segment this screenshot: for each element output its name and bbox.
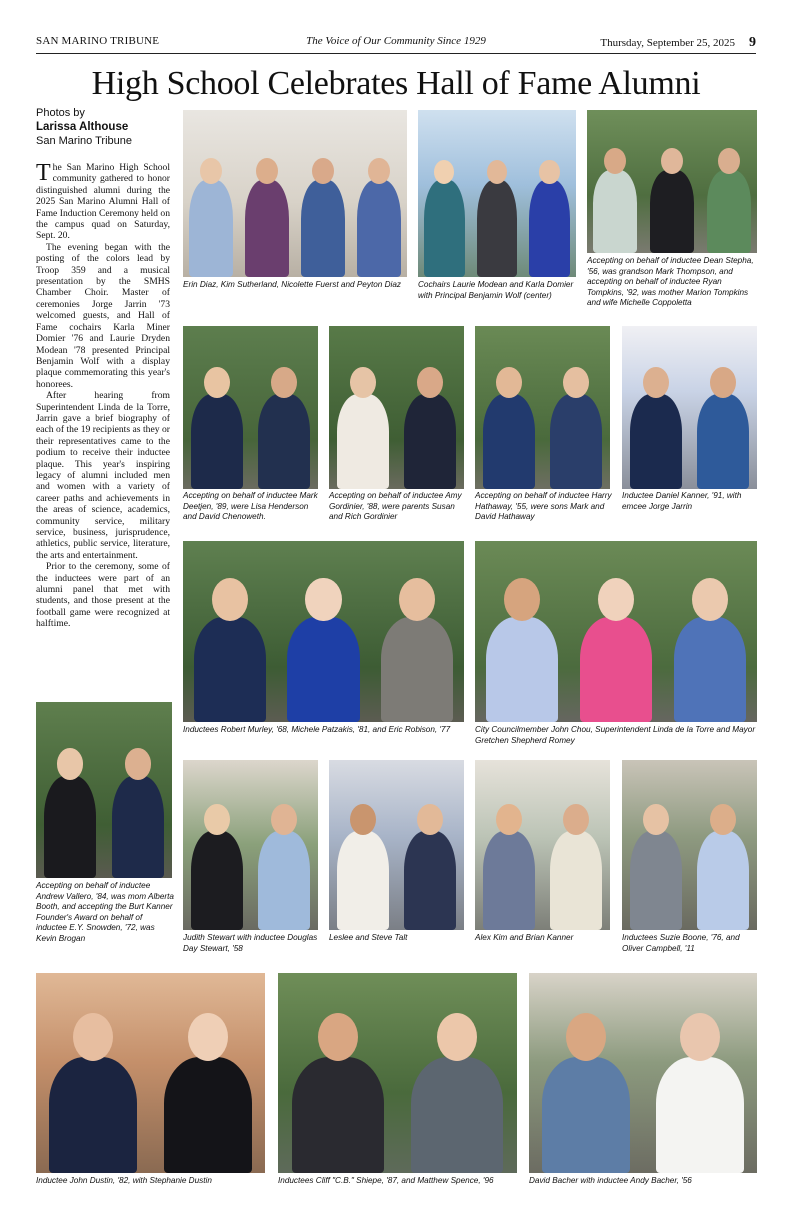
person-head — [399, 578, 435, 621]
person-body — [580, 617, 653, 722]
tagline: The Voice of Our Community Since 1929 — [306, 35, 486, 47]
story-paragraph-4: Prior to the ceremony, some of the inductees were part of an alumni panel that met with students, and those present at the football game were recognized at halftime. — [36, 561, 170, 630]
person-head — [437, 1013, 477, 1061]
pictured-person — [534, 1001, 639, 1173]
person-head — [57, 748, 83, 780]
person-body — [483, 394, 535, 489]
pictured-person — [478, 784, 540, 930]
person-body — [424, 180, 465, 277]
person-body — [292, 1057, 384, 1173]
person-body — [337, 831, 389, 930]
caption-12: Leslee and Steve Talt — [329, 933, 408, 942]
person-body — [287, 617, 359, 722]
person-body — [357, 180, 400, 277]
person-body — [542, 1057, 630, 1173]
person-body — [337, 394, 389, 489]
person-body — [707, 170, 751, 253]
caption-1: Erin Diaz, Kim Sutherland, Nicolette Fuerst and Peyton Diaz — [183, 280, 401, 289]
photo-2 — [418, 110, 576, 277]
pictured-person — [646, 130, 698, 253]
person-body — [529, 180, 570, 277]
photo-14 — [622, 760, 757, 930]
credit-outlet: San Marino Tribune — [36, 135, 132, 147]
caption-16: Inductees Cliff "C.B." Shiepe, '87, and Matthew Spence, '96 — [278, 1176, 494, 1185]
caption-5: Accepting on behalf of inductee Amy Gordinier, '88, were parents Susan and Rich Gordinier — [329, 491, 462, 521]
person-body — [404, 394, 456, 489]
caption-14: Inductees Suzie Boone, '76, and Oliver Campbell, '11 — [622, 933, 740, 953]
person-body — [191, 831, 243, 930]
caption-4: Accepting on behalf of inductee Mark Deetjen, '89, were Lisa Henderson and David Chenoweth. — [183, 491, 318, 521]
person-head — [598, 578, 634, 621]
person-body — [630, 831, 682, 930]
pictured-person — [667, 566, 753, 722]
pictured-person — [187, 566, 273, 722]
person-head — [504, 578, 540, 621]
pictured-person — [155, 1001, 260, 1173]
person-head — [212, 578, 248, 621]
pictured-person — [241, 133, 293, 277]
pictured-person — [107, 727, 170, 878]
person-head — [563, 367, 589, 398]
pictured-person — [297, 133, 349, 277]
header-rule — [36, 53, 756, 54]
photo-5 — [329, 326, 464, 489]
person-head — [318, 1013, 358, 1061]
person-head — [718, 148, 740, 174]
drop-cap: T — [36, 160, 51, 186]
credit-name: Larissa Althouse — [36, 121, 129, 133]
story-paragraph-2: The evening began with the posting of the colors lead by Troop 359 and a musical presentation by the SMHS Chamber Choir. Master of ceremonies Jorge Jarrin '73 welcomed guests, and Hall of Fame cochairs Karla Miner Domier '76 and Laurie Dryden Modean '78 presented Principal Benjamin Wolf with a display plaque commemorating this year's honorees. — [36, 241, 170, 390]
person-head — [312, 158, 334, 184]
person-head — [350, 367, 376, 398]
photo-3 — [587, 110, 757, 253]
person-body — [550, 831, 602, 930]
pictured-person — [589, 130, 641, 253]
person-body — [650, 170, 694, 253]
pictured-person — [332, 349, 394, 489]
caption-8: Inductees Robert Murley, '68, Michele Patzakis, '81, and Eric Robison, '77 — [183, 725, 451, 734]
person-body — [191, 394, 243, 489]
person-body — [381, 617, 453, 722]
person-head — [692, 578, 728, 621]
person-head — [204, 367, 230, 398]
photo-4 — [183, 326, 318, 489]
pictured-person — [41, 1001, 146, 1173]
person-head — [643, 804, 669, 835]
caption-10: Accepting on behalf of inductee Andrew Vallero, '84, was mom Alberta Booth, and accepting the Burt Kanner Founder's Award on behalf of inductee E.Y. Snowden, '72, was Kevin Brogan — [36, 881, 174, 943]
caption-13: Alex Kim and Brian Kanner — [475, 933, 574, 942]
caption-6: Accepting on behalf of inductee Harry Hathaway, '55, were sons Mark and David Hathaway — [475, 491, 612, 521]
caption-7: Inductee Daniel Kanner, '91, with emcee Jorge Jarrin — [622, 491, 742, 511]
caption-15: Inductee John Dustin, '82, with Stephanie Dustin — [36, 1176, 212, 1185]
pictured-person — [478, 349, 540, 489]
pictured-person — [479, 566, 565, 722]
pictured-person — [186, 349, 248, 489]
person-head — [271, 804, 297, 835]
person-body — [550, 394, 602, 489]
person-body — [697, 394, 749, 489]
pictured-person — [420, 133, 468, 277]
person-body — [49, 1057, 137, 1173]
person-head — [539, 160, 559, 184]
person-body — [301, 180, 344, 277]
person-body — [656, 1057, 744, 1173]
person-head — [643, 367, 669, 398]
pictured-person — [545, 349, 607, 489]
person-head — [563, 804, 589, 835]
pictured-person — [283, 1001, 393, 1173]
credit-label: Photos by — [36, 107, 85, 119]
pictured-person — [399, 349, 461, 489]
person-head — [368, 158, 390, 184]
pictured-person — [573, 566, 659, 722]
person-body — [112, 776, 165, 878]
person-body — [258, 394, 310, 489]
person-head — [417, 367, 443, 398]
person-body — [411, 1057, 503, 1173]
person-head — [566, 1013, 606, 1061]
pictured-person — [399, 784, 461, 930]
date-and-page — [600, 35, 756, 51]
person-head — [305, 578, 341, 621]
pictured-person — [625, 349, 687, 489]
issue-date: Thursday, September 25, 2025 — [600, 37, 735, 49]
person-body — [486, 617, 559, 722]
person-body — [44, 776, 97, 878]
person-head — [125, 748, 151, 780]
person-head — [710, 367, 736, 398]
person-body — [404, 831, 456, 930]
pictured-person — [185, 133, 237, 277]
pictured-person — [186, 784, 248, 930]
person-head — [710, 804, 736, 835]
person-head — [188, 1013, 228, 1061]
pictured-person — [703, 130, 755, 253]
pictured-person — [253, 349, 315, 489]
photo-13 — [475, 760, 610, 930]
pictured-person — [39, 727, 102, 878]
pictured-person — [332, 784, 394, 930]
person-head — [204, 804, 230, 835]
story-paragraph-3: After hearing from Superintendent Linda de la Torre, Jarrin gave a brief biography of each of the 19 recipients as they or their representatives came to the podium to receive their inductee plaque. This year's inspiring legacy of alumni included men and women with a variety of career paths and achievements in the areas of science, academics, community service, military service, business, jurisprudence, athletics, public service, literature, the arts and entertainment. — [36, 390, 170, 561]
person-head — [256, 158, 278, 184]
person-head — [496, 804, 522, 835]
pictured-person — [648, 1001, 753, 1173]
photo-6 — [475, 326, 610, 489]
pictured-person — [253, 784, 315, 930]
pictured-person — [545, 784, 607, 930]
caption-9: City Councilmember John Chou, Superintendent Linda de la Torre and Mayor Gretchen Shepherd Romey — [475, 725, 756, 745]
person-body — [674, 617, 747, 722]
headline: High School Celebrates Hall of Fame Alumni — [91, 65, 701, 102]
person-body — [630, 394, 682, 489]
person-head — [200, 158, 222, 184]
pictured-person — [353, 133, 405, 277]
pictured-person — [525, 133, 573, 277]
photo-12 — [329, 760, 464, 930]
pictured-person — [473, 133, 521, 277]
person-head — [417, 804, 443, 835]
person-body — [593, 170, 637, 253]
page-number: 9 — [749, 35, 756, 50]
person-body — [189, 180, 232, 277]
person-body — [697, 831, 749, 930]
caption-2: Cochairs Laurie Modean and Karla Domier with Principal Benjamin Wolf (center) — [418, 280, 574, 300]
pictured-person — [374, 566, 460, 722]
caption-17: David Bacher with inductee Andy Bacher, '56 — [529, 1176, 692, 1185]
person-body — [258, 831, 310, 930]
person-head — [661, 148, 683, 174]
person-body — [483, 831, 535, 930]
photo-17 — [529, 973, 757, 1173]
photo-1 — [183, 110, 407, 277]
photo-10 — [36, 702, 172, 878]
photo-16 — [278, 973, 517, 1173]
pictured-person — [402, 1001, 512, 1173]
person-body — [164, 1057, 252, 1173]
photo-11 — [183, 760, 318, 930]
photo-credit — [36, 106, 176, 148]
pictured-person — [280, 566, 366, 722]
person-body — [194, 617, 266, 722]
person-head — [271, 367, 297, 398]
person-head — [350, 804, 376, 835]
story-paragraph-1: The San Marino High School community gathered to honor distinguished alumni during the 2025 San Marino Alumni Hall of Fame Induction Ceremony held on the campus quad on Saturday, Sept. 20. — [36, 160, 170, 242]
person-body — [245, 180, 288, 277]
person-head — [496, 367, 522, 398]
person-body — [477, 180, 518, 277]
pictured-person — [692, 784, 754, 930]
pictured-person — [625, 784, 687, 930]
photo-9 — [475, 541, 757, 722]
photo-8 — [183, 541, 464, 722]
caption-11: Judith Stewart with inductee Douglas Day Stewart, '58 — [183, 933, 318, 953]
article-body — [36, 162, 170, 630]
person-head — [73, 1013, 113, 1061]
paper-name: SAN MARINO TRIBUNE — [36, 35, 160, 47]
photo-7 — [622, 326, 757, 489]
pictured-person — [692, 349, 754, 489]
photo-15 — [36, 973, 265, 1173]
person-head — [680, 1013, 720, 1061]
caption-3: Accepting on behalf of inductee Dean Stepha, '56, was grandson Mark Thompson, and accepting on behalf of inductee Ryan Tompkins, '92, was mother Marion Tompkins and wife Michelle Coppoletta — [587, 256, 754, 307]
